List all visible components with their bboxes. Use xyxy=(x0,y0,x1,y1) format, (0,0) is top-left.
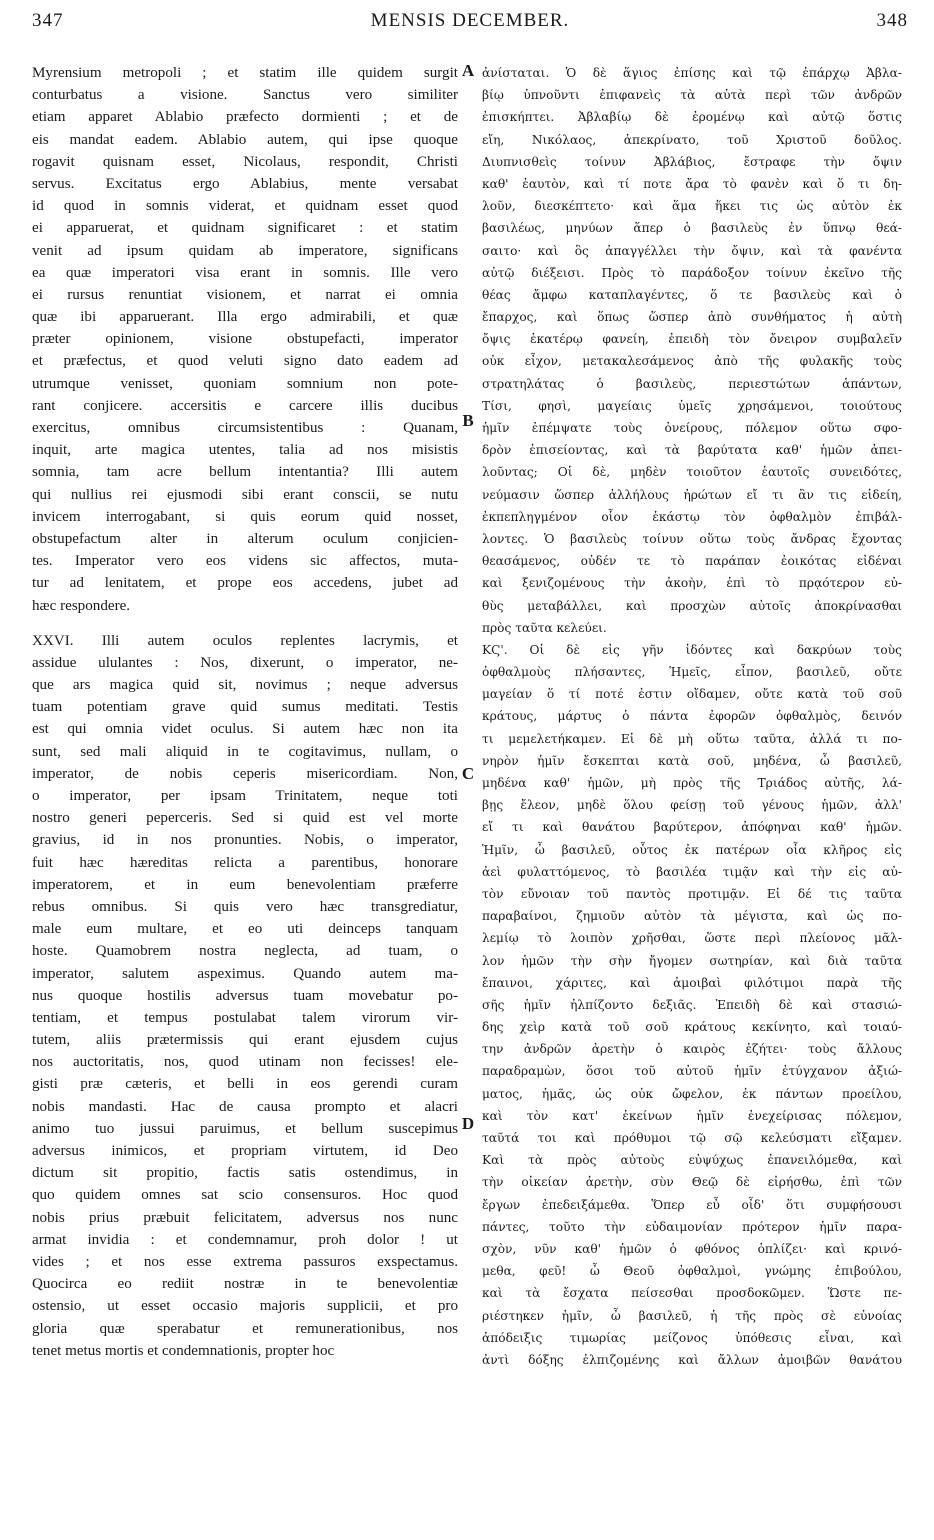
text-line: ἐκπεπληγμένον οἷον ἑκάστῳ τὸν ὀφθαλμὸν ἐπιβάλ- xyxy=(482,509,902,524)
text-line: λεμίῳ τὸ λοιπὸν χρῆσθαι, ὥστε περὶ πλείονος μᾶλ- xyxy=(482,931,902,946)
text-line: invicem interrogabant, si quis eorum quid nosset, xyxy=(32,508,458,525)
text-line: οὐκ εἶχον, μετακαλεσάμενος ἀπὸ τῆς φυλακῆς τοὺς xyxy=(482,354,902,369)
text-line: εἴη, Νικόλαος, ἀπεκρίνατο, τοῦ Χριστοῦ δοῦλος. xyxy=(482,132,902,147)
text-line: rant conjicere. accersitis e carcere illis ducibus xyxy=(32,397,458,414)
text-line: id quod in somnis viderat, et quidnam esset quod xyxy=(32,198,458,215)
text-line: αὐτῷ διέξεισι. Πρὸς τὸ παράδοξον τοίνυν ἐκεῖνο τῆς xyxy=(482,265,902,280)
margin-marker-a: A xyxy=(461,61,475,80)
text-line: gloria quæ sperabatur et remunerationibus, nos xyxy=(32,1320,458,1337)
page-title: MENSIS DECEMBER. xyxy=(370,10,570,31)
text-line: male eum multare, et eo uti deinceps tanquam xyxy=(32,921,458,938)
text-line: τὸν εὔνοιαν τοῦ παντὸς προτιμᾷν. Εἰ δέ τις ταῦτα xyxy=(482,886,902,901)
text-line: νεύμασιν ὥσπερ ἀλλήλους ἠρώτων εἴ τι ἂν τις εἰδείη, xyxy=(482,487,902,502)
text-line: λοντες. Ὁ βασιλεὺς τοίνυν οὕτω τοὺς ἄνδρας ἔχοντας xyxy=(482,531,902,546)
text-line: καὶ ξενιζομένους τὴν ἀκοὴν, ἐπὶ τὸ πρᾳότερον εὐ- xyxy=(482,576,902,591)
text-line: est qui omnia videt oculus. Si autem hæc non ita xyxy=(32,721,458,738)
text-line: Ἡμῖν, ὦ βασιλεῦ, οὗτος ἐκ πατέρων οἷα κλῆρος εἰς xyxy=(482,842,902,857)
text-line: λοῦν, διεσκέπτετο· καὶ ἅμα ἥκει τις ὡς αὐτὸν ἐκ xyxy=(482,199,902,214)
margin-marker-c: C xyxy=(461,764,475,783)
text-line: nobis mandasti. Hac de causa prompto et alacri xyxy=(32,1098,458,1115)
text-line: τὴν οἰκείαν ἀρετὴν, σὺν Θεῷ δὲ εἰρήσθω, ἐπὶ τῶν xyxy=(482,1175,902,1190)
text-line: imperatorem, et in eum benevolentiam præferre xyxy=(32,876,458,893)
text-line: κράτους, μάρτυς ὁ πάντα ἐφορῶν ὀφθαλμὸς, δεινόν xyxy=(482,709,902,724)
text-line: obstupefactum alter in alterum oculum conjicien- xyxy=(32,530,458,547)
latin-column xyxy=(32,62,458,1362)
text-line: πρὸς ταῦτα κελεύει. xyxy=(482,620,607,635)
text-line: fuit hæc hæreditas relicta a parentibus, honorare xyxy=(32,854,458,871)
text-line: σαιτο· καὶ ὃς ἀπαγγέλλει τὴν ὄψιν, καὶ τὰ φανέντα xyxy=(482,243,902,258)
text-line: μαγείαν ὅ τί ποτέ ἐστιν οἴδαμεν, οὔτε κατὰ τοῦ σοῦ xyxy=(482,687,902,702)
text-line: imperator, salutem aspeximus. Quando autem ma- xyxy=(32,965,458,982)
text-line: Myrensium metropoli ; et statim ille quidem surgit xyxy=(32,65,458,81)
text-line: θεασάμενος, οὐδέν τε τὸ παράπαν ἐοικότας εἰδέναι xyxy=(482,554,902,569)
text-line: ἔπαινοι, χάριτες, καὶ ἀμοιβαὶ φιλότιμοι παρὰ τῆς xyxy=(482,975,902,990)
text-line: quæ ibi apparuerant. Illa ergo admirabili, et quæ xyxy=(32,309,458,326)
text-line: rebus omnibus. Si quis vero hæc transgrediatur, xyxy=(32,898,458,915)
text-line: Καὶ τὰ πρὸς αὐτοὺς εὐψύχως ἐπανειλόμεθα, καὶ xyxy=(482,1153,902,1168)
text-line: rogavit quisnam esset, Nicolaus, respondit, Christi xyxy=(32,153,458,170)
text-line: o imperator, per ipsam Trinitatem, neque toti xyxy=(32,788,458,804)
text-line: armat invidia : et condemnamur, proh dolor ! ut xyxy=(32,1231,458,1248)
text-line: παραδραμὼν, ὅσοι τοῦ αὐτοῦ ἡμῖν ἐτύγχανον ἀξιώ- xyxy=(482,1064,902,1079)
text-line: venit ad ipsum quidam ab imperatore, significans xyxy=(32,242,458,259)
text-line: ea quæ imperatori visa erant in somnis. Ille vero xyxy=(32,264,458,281)
text-line: ei rursus renuntiat visionem, et narrat ei omnia xyxy=(32,286,458,303)
text-line: δης χεὶρ κατὰ τοῦ σοῦ κράτους κεκίνητο, καὶ τοιαύ- xyxy=(482,1020,902,1035)
text-line: assidue ululantes : Nos, dixerunt, o imperator, ne- xyxy=(32,654,458,671)
running-header xyxy=(32,10,908,40)
text-line: μεθα, φεῦ! ὦ Θεοῦ ὀφθαλμοὶ, γνώμης ἐπιβούλου, xyxy=(482,1264,902,1279)
text-line: ματος, ἡμᾶς, ὡς οὐκ ὤφελον, ἐκ πάντων προείλου, xyxy=(482,1086,902,1101)
page-number-right: 348 xyxy=(876,10,908,31)
text-line: ὀφθαλμοὺς πλήσαντες, Ἡμεῖς, εἶπον, βασιλεῦ, οὔτε xyxy=(482,665,902,680)
text-line: ei apparuerat, et quidnam significaret : et statim xyxy=(32,220,458,237)
text-line: λοῦντας; Οἱ δὲ, μηδὲν τοιοῦτον ἑαυτοῖς συνειδότες, xyxy=(482,465,902,480)
text-line: tur ad lenitatem, et prope eos accedens, jubet ad xyxy=(32,575,458,592)
text-line: καὶ τὰ ἔσχατα πείσεσθαι προσδοκῶμεν. Ὥστε πε- xyxy=(482,1286,902,1301)
text-line: nobis prius præbuit felicitatem, adversus nos nunc xyxy=(32,1209,458,1226)
text-line: ἀπόδειξις τιμωρίας μείζονος ὑπόθεσις εἶναι, καὶ xyxy=(482,1330,902,1345)
text-line: θὺς μεταβάλλει, καὶ προσχὼν αὐτοῖς ἀποκρίνασθαι xyxy=(482,598,902,613)
text-line: XXVI. Illi autem oculos replentes lacrymis, et xyxy=(32,632,458,649)
text-line: βασιλέως, μηνύων ἅπερ ὁ βασιλεὺς ἐν ὕπνῳ θεά- xyxy=(482,221,902,236)
text-line: καὶ τὸν κατ' ἐκείνων ἡμῖν ἐνεχείρισας πόλεμον, xyxy=(482,1108,902,1123)
text-line: gisti præ cæteris, et belli in eos gerendi curam xyxy=(32,1076,458,1093)
margin-marker-b: B xyxy=(462,411,474,430)
text-line: que ars magica quid sit, novimus ; neque adversus xyxy=(32,677,458,694)
text-line: λον ἡμῶν τὴν σὴν ἤγομεν σωτηρίαν, καὶ διὰ ταῦτα xyxy=(482,953,902,968)
text-line: Διυπνισθεὶς τοίνυν Ἀβλάβιος, ἔστραφε τὴν ὄψιν xyxy=(482,154,902,169)
text-line: δρὸν ἐπισείοντας, καὶ τὰ βαρύτατα καθ' ἡμῶν ἀπει- xyxy=(482,443,902,458)
text-line: παραβαίνοι, ζημιοῦν αὐτὸν τὰ μέγιστα, καὶ ὡς πο- xyxy=(482,909,902,924)
text-line: ριέστηκεν ἡμῖν, ὦ βασιλεῦ, ἡ τῆς πρὸς σὲ εὐνοίας xyxy=(482,1308,902,1323)
text-line: βίῳ ὑπνοῦντι ἐπιφανεὶς τὰ αὐτὰ περὶ τῶν ἀνδρῶν xyxy=(482,88,902,103)
text-line: tes. Imperator vero eos videns sic affectos, muta- xyxy=(32,553,458,570)
text-line: σῆς ἡμῖν ἠλπίζοντο δεξιᾶς. Ἐπειδὴ δὲ καὶ στασιώ- xyxy=(482,997,902,1012)
text-line: βῃς ἔλεον, μηδὲ ὅλου φείσῃ τοῦ γένους ἡμῶν, ἀλλ' xyxy=(482,798,902,813)
text-line: ΚϚ'. Οἱ δὲ εἰς γῆν ἰδόντες καὶ δακρύων τοὺς xyxy=(482,642,902,657)
text-line: ταῦτά τοι καὶ πρόθυμοι τῷ σῷ κελεύσματι εἴξαμεν. xyxy=(482,1131,902,1145)
text-line: nostro generi peperceris. Sed si quid est vel morte xyxy=(32,810,458,827)
text-line: την ἀνδρῶν ἀρετὴν ὁ καιρὸς ἐζήτει· τοὺς ἄλλους xyxy=(482,1042,902,1057)
text-line: quo quidem omnes sat scio consensuros. Hoc quod xyxy=(32,1187,458,1204)
text-line: præter opinionem, visione obstupefacti, imperator xyxy=(32,331,458,348)
text-line: tuam potentiam grave quid sumus meditati. Testis xyxy=(32,699,458,716)
text-line: imperator, de nobis ceperis misericordiam. Non, xyxy=(32,765,458,782)
text-line: sunt, sed mali aliquid in te cogitavimus, nullam, o xyxy=(32,743,458,760)
text-line: ostensio, ut esset occasio majoris supplicii, et pro xyxy=(32,1298,458,1315)
text-line: tenet metus mortis et condemnationis, propter hoc xyxy=(32,1342,335,1359)
text-line: tutem, aliis prætermissis qui erant ejusdem cujus xyxy=(32,1032,458,1049)
text-line: μηδένα καθ' ἡμῶν, μὴ πρὸς τῆς Τριάδος αὐτῆς, λά- xyxy=(482,776,902,790)
page-number-left: 347 xyxy=(32,10,64,31)
text-line: etiam apparet Ablabio præfecto dormienti ; et de xyxy=(32,109,458,126)
text-line: et præfectus, et quod veluti signo dato eadem ad xyxy=(32,353,458,370)
text-line: conturbatus a visione. Sanctus vero similiter xyxy=(32,87,458,104)
text-line: ὄψις ἑκατέρῳ φανείη, ἐπειδὴ τὸν ὄνειρον συμβαλεῖν xyxy=(482,332,902,347)
text-line: νηρὸν ἡμῖν ἔσκεπται κατὰ σοῦ, μηδένα, ὦ βασιλεῦ, xyxy=(482,753,902,768)
greek-column xyxy=(482,62,902,1371)
text-line: ἔργων ἐπεδειξάμεθα. Ὅπερ εὖ οἶδ' ὅτι συμφήσουσι xyxy=(482,1197,902,1212)
text-line: εἴ τι καὶ θανάτου βαρύτερον, ἀπόφηναι καθ' ἡμῶν. xyxy=(482,820,902,835)
text-line: inquit, arte magica utentes, talia ad nos misistis xyxy=(32,442,458,459)
text-line: hæc respondere. xyxy=(32,597,131,614)
text-line: Quocirca eo rediit nostræ in te benevolentiæ xyxy=(32,1276,458,1293)
text-line: θέας ἄμφω καταπλαγέντες, ὅ τε βασιλεὺς καὶ ὁ xyxy=(482,287,902,302)
text-line: nos auctoritatis, nos, quod utinam non fecisses! ele- xyxy=(32,1054,458,1071)
text-line: dictum sit propitio, factis satis ostendimus, in xyxy=(32,1165,458,1182)
text-line: animo tuo jussui paruimus, et bellum suscepimus xyxy=(32,1120,458,1137)
text-line: ἀνίσταται. Ὁ δὲ ἅγιος ἐπίσης καὶ τῷ ἐπάρχῳ Ἀβλα- xyxy=(482,66,902,80)
text-line: ἡμῖν ἐπέμψατε τοὺς ὀνείρους, πόλεμον οὕτω σφο- xyxy=(482,421,902,435)
text-line: σχὸν, νῦν καθ' ἡμῶν ὁ φθόνος ὁπλίζει· καὶ κρινό- xyxy=(482,1241,902,1256)
text-line: servus. Excitatus ergo Ablabius, mente versabat xyxy=(32,175,458,192)
margin-marker-d: D xyxy=(461,1114,475,1133)
text-line: ἀεὶ φυλαττόμενος, τὸ βασιλέα τιμᾷν καὶ τὴν εἰς αὐ- xyxy=(482,864,902,879)
text-line: eis mandat eadem. Ablabio autem, qui ipse quoque xyxy=(32,131,458,148)
text-line: qui nullius rei ejusmodi sibi erant conscii, se nutu xyxy=(32,486,458,503)
text-line: καθ' ἑαυτὸν, καὶ τί ποτε ἄρα τὸ φανὲν καὶ ὅ τι δη- xyxy=(482,176,902,191)
text-line: στρατηλάτας ὁ βασιλεὺς, περιεστώτων ἁπάντων, xyxy=(482,376,902,391)
paragraph-gap xyxy=(32,617,458,630)
text-line: tentiam, et tempus postulabat talem virorum vir- xyxy=(32,1009,458,1026)
text-line: nus quoque hostilis adversus tuam movebatur po- xyxy=(32,987,458,1004)
text-line: exercitus, omnibus circumsistentibus : Quanam, xyxy=(32,420,458,436)
text-line: adversus inimicos, et propriam virtutem, id Deo xyxy=(32,1143,458,1159)
text-line: ἔπαρχος, καὶ ὅπως ὥσπερ ἀπὸ συνθήματος ἡ αὐτὴ xyxy=(482,310,902,325)
text-line: hoste. Quamobrem nostra neglecta, ad tuam, o xyxy=(32,943,458,960)
text-line: Τίσι, φησὶ, μαγείαις ὑμεῖς χρησάμενοι, τοιούτους xyxy=(482,398,902,413)
text-line: ἐπισκήπτει. Ἀβλαβίῳ δὲ ἐρομένῳ καὶ αὐτῷ ὅστις xyxy=(482,110,902,125)
text-line: somnia, tam acre bellum intentantia? Illi autem xyxy=(32,464,458,481)
text-line: ἀντὶ δόξης ἐλπιζομένης καὶ ἄλλων ἀμοιβῶν θανάτου xyxy=(482,1352,902,1367)
text-line: τι μεμελετήκαμεν. Εἰ δὲ μὴ οὕτω ταῦτα, ἀλλά τι πο- xyxy=(482,731,902,746)
text-line: gravius, id in nos pronunties. Nobis, o imperator, xyxy=(32,832,458,849)
text-line: vides ; et nos esse extrema passuros exspectamus. xyxy=(32,1253,458,1270)
text-line: utrumque venisset, quoniam somnium non pote- xyxy=(32,375,458,392)
text-line: πάντες, τοῦτο τὴν εὐδαιμονίαν πρότερον ἡμῖν παρα- xyxy=(482,1219,902,1234)
